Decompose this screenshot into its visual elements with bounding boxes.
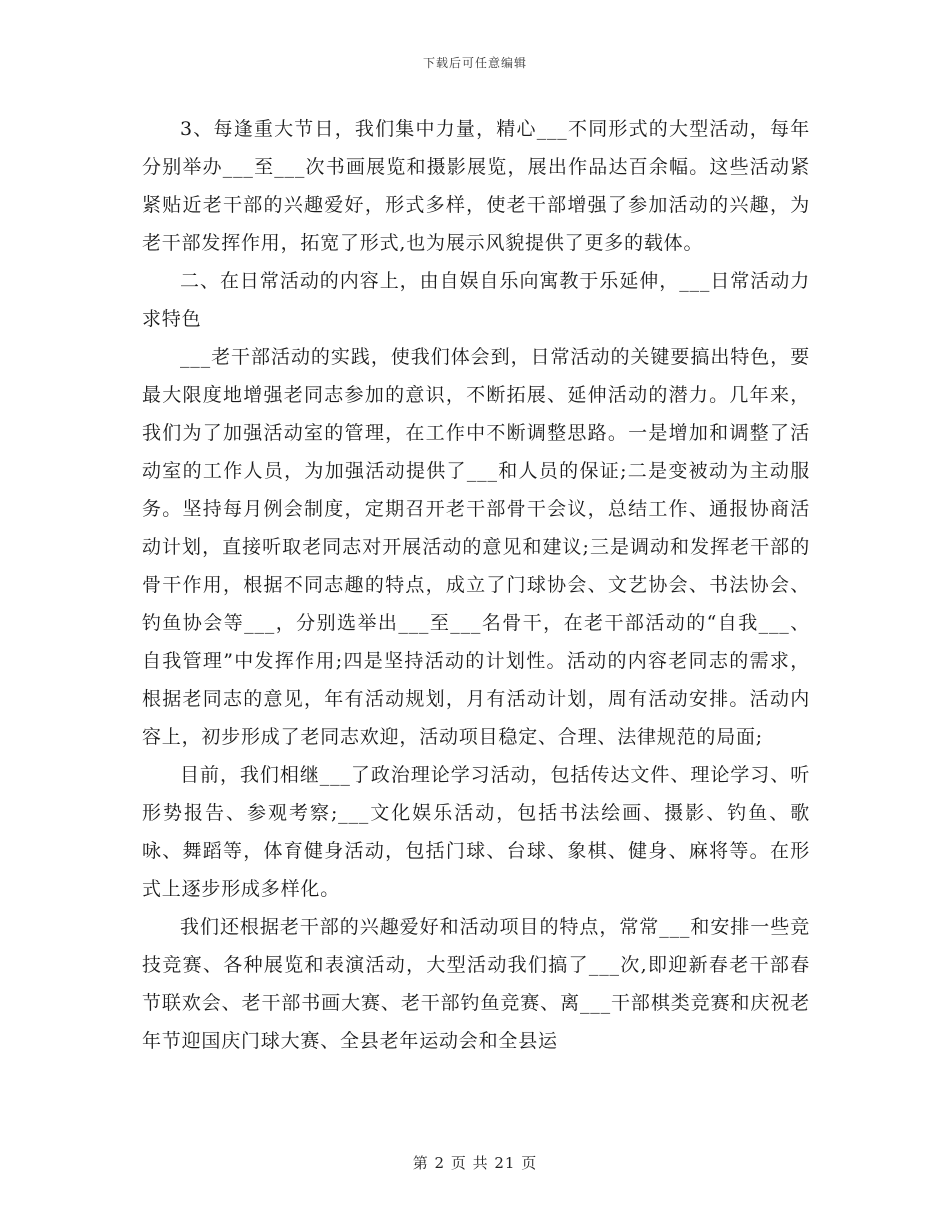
paragraph-activity-practice: ___老干部活动的实践，使我们体会到，日常活动的关键要搞出特色，要最大限度地增强老同志参加的意识，不断拓展、延伸活动的潜力。几年来，我们为了加强活动室的管理，在工作中不断调整思路。一是增加和调整了活动室的工作人员，为加强活动提供了___和人员的保证;二是变被动为主动服务。坚持每月例会制度，定期召开老干部骨干会议，总结工作、通报协商活动计划，直接听取老同志对开展活动的意见和建议;三是调动和发挥老干部的骨干作用，根据不同志趣的特点，成立了门球协会、文艺协会、书法协会、钓鱼协会等___，分别选举出___至___名骨干，在老干部活动的“自我___、自我管理”中发挥作用;四是坚持活动的计划性。活动的内容老同志的需求，根据老同志的意见，年有活动规划，月有活动计划，周有活动安排。活动内容上，初步形成了老同志欢迎，活动项目稳定、合理、法律规范的局面; — [142, 346, 810, 748]
section-heading-daily-activities: 二、在日常活动的内容上，由自娱自乐向寓教于乐延伸，___日常活动力求特色 — [142, 270, 810, 330]
page-header: 下载后可任意编辑 — [422, 56, 527, 70]
page-number: 第 2 页 共 21 页 — [412, 1154, 538, 1172]
document-body — [142, 110, 810, 1060]
paragraph-major-holiday-activities: 3、每逢重大节日，我们集中力量，精心___不同形式的大型活动，每年分别举办___至___次书画展览和摄影展览，展出作品达百余幅。这些活动紧紧贴近老干部的兴趣爱好，形式多样，使老干部增强了参加活动的兴趣，为老干部发挥作用，拓宽了形式,也为展示风貌提供了更多的载体。 — [142, 118, 810, 254]
paragraph-current-activities: 目前，我们相继___了政治理论学习活动，包括传达文件、理论学习、听形势报告、参观考察;___文化娱乐活动，包括书法绘画、摄影、钓鱼、歌咏、舞蹈等，体育健身活动，包括门球、台球、象棋、健身、麻将等。在形式上逐步形成多样化。 — [142, 764, 810, 900]
paragraph-competitions: 我们还根据老干部的兴趣爱好和活动项目的特点，常常___和安排一些竞技竞赛、各种展览和表演活动，大型活动我们搞了___次,即迎新春老干部春节联欢会、老干部书画大赛、老干部钓鱼竞赛、离___干部棋类竞赛和庆祝老年节迎国庆门球大赛、全县老年运动会和全县运 — [142, 916, 810, 1052]
